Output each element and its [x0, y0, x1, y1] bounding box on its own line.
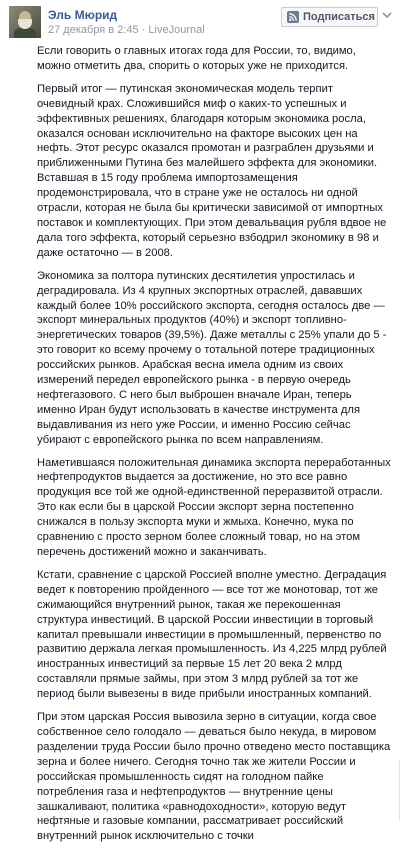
- post-header: [0, 0, 401, 44]
- post-paragraph: Кстати, сравнение с царской Россией вполне уместно. Деградация ведет к повторению пройденного — все тот же монотовар, тот же сжимающийся внутренний рынок, такая же перекошенная структура инвестиций. В царской России инвестиции в торговый капитал превышали инвестиции в промышленный, первенство по развитию держала легкая промышленность. Из 4,225 млрд рублей иностранных инвестиций за первые 15 лет 20 века 2 млрд составляли прямые займы, при этом 3 млрд рублей за тот же период были вывезены в виде прибыли иностранных компаний.: [37, 568, 387, 701]
- subscribe-label: Подписаться: [303, 11, 375, 23]
- subscribe-button[interactable]: [281, 7, 378, 27]
- rss-icon: [287, 11, 299, 23]
- post-paragraph: Наметившаяся положительная динамика экспорта переработанных нефтепродуктов выдается за достижение, но это все равно продукция все той же одной-единственной переразвитой отрасли. Это как если бы в царской России экспорт зерна постепенно снижался в пользу экспорта муки и жмыха. Конечно, мука по сравнению с просто зерном более сложный товар, но на этом перечень достижений можно и заканчивать.: [37, 456, 391, 558]
- post-source[interactable]: LiveJournal: [148, 24, 205, 36]
- author-avatar[interactable]: [9, 6, 41, 38]
- post-paragraph: Экономика за полтора путинских десятилетия упростилась и деградировала. Из 4 крупных экспортных отраслей, дававших каждый более 10% российского экспорта, сегодня осталось две — экспорт минеральных продуктов (40%) и экспорт топливно-энергетических товаров (39,5%). Даже металлы с 25% упали до 5 - это говорит ко всему прочему о тотальной потере традиционных российских рынков. Арабская весна имела одним из своих измерений передел европейского рынка - в первую очередь нефтегазового. С него был выброшен вначале Иран, теперь именно Иран будут использовать в качестве инструмента для выдавливания из него уже России, и именно Россию сейчас убирают с европейского рынка по всем направлениям.: [37, 269, 387, 446]
- post-paragraph: Первый итог — путинская экономическая модель терпит очевидный крах. Сложившийся миф о каких-то успешных и эффективных решениях, благодаря которым экономика росла, оказался основан исключительно на факторе высоких цен на нефть. Этот ресурс оказался промотан и разграблен друзьями и приближенными Путина без малейшего эффекта для экономики. Вставшая в 15 году проблема импортозамещения продемонстрировала, что в стране уже не осталось ни одной отрасли, которая не была бы критически зависимой от импортных поставок и комплектующих. При этом девальвация рубля вдвое не дала того эффекта, который серьезно взбодрил экономику в 98 и даже остаточно — в 2008.: [37, 82, 387, 259]
- post-meta: [48, 24, 205, 36]
- post-paragraph: Если говорить о главных итогах года для России, то, видимо, можно отметить два, спорить о которых уже не приходится.: [37, 45, 356, 72]
- post-body: [37, 44, 391, 852]
- post-paragraph: При этом царская Россия вывозила зерно в ситуации, когда свое собственное село голодало — деваться было некуда, в мировом разделении труда России было прочно отведено место поставщика зерна и более ничего. Сегодня точно так же жители России и российская промышленность сидят на голодном пайке потребления газа и нефтепродуктов — внутренние цены зашкаливают, политика «равнодоходности», которую ведут нефтяные и газовые компании, рассматривает российский внутренний рынок исключительно с точки: [37, 711, 391, 843]
- post-date[interactable]: 27 декабря в 2:45: [48, 24, 139, 36]
- author-name[interactable]: Эль Мюрид: [48, 8, 118, 22]
- divider: [399, 760, 400, 821]
- avatar-body-shape: [14, 28, 36, 38]
- meta-separator: ·: [141, 24, 146, 36]
- chevron-down-icon[interactable]: [380, 8, 394, 22]
